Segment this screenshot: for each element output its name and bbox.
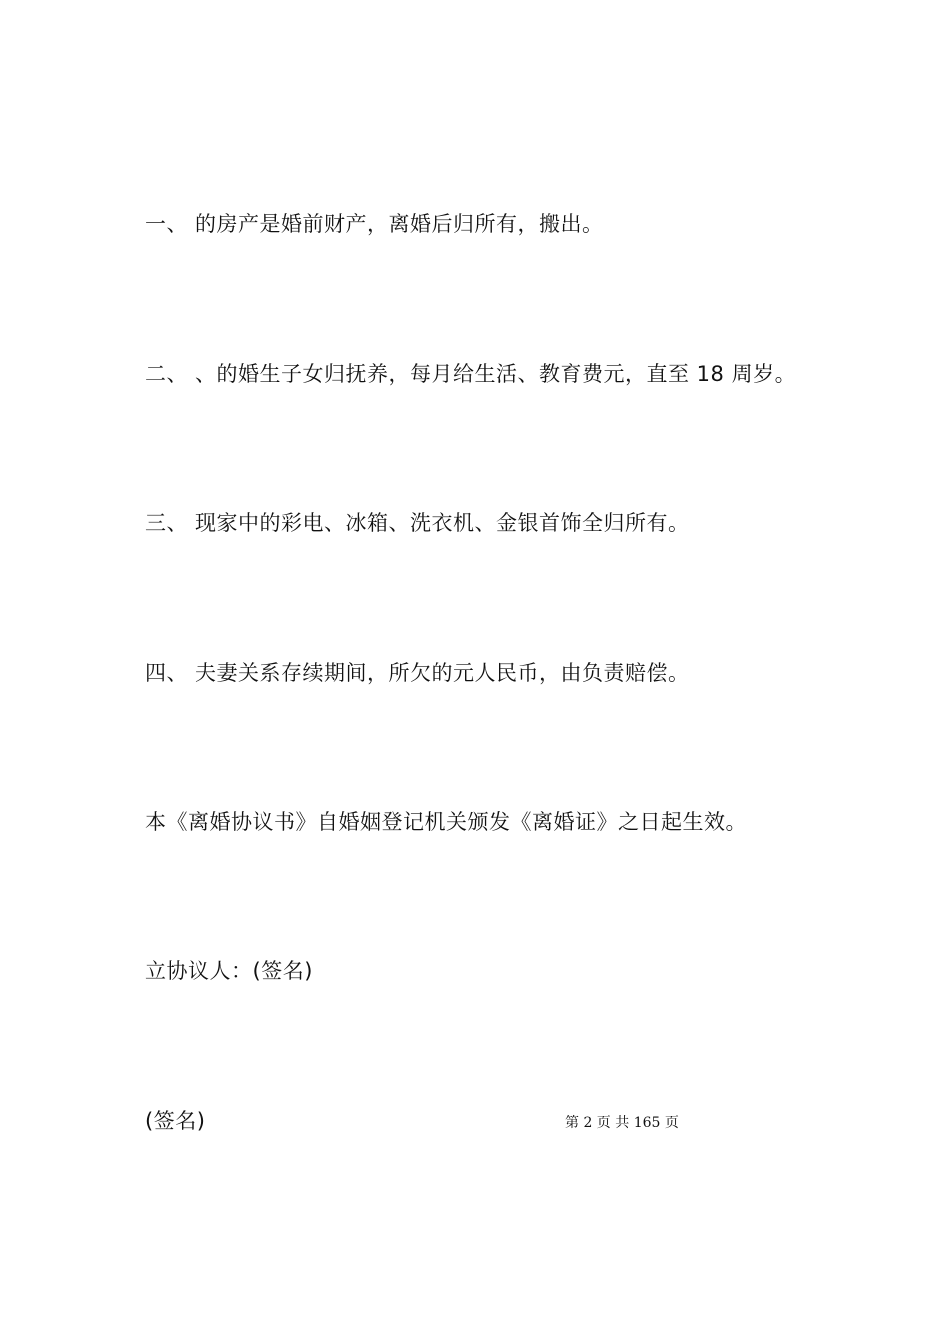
signatory-label: 立协议人：(签名) [145, 959, 313, 983]
clause-4 [145, 659, 690, 687]
clause-1-text: 的房产是婚前财产，离婚后归所有，搬出。 [195, 212, 604, 236]
second-signature: (签名) [145, 1109, 206, 1133]
clause-2 [145, 360, 796, 388]
clause-1-marker: 一、 [145, 212, 188, 236]
clause-1 [145, 210, 604, 238]
clause-3-text: 现家中的彩电、冰箱、洗衣机、金银首饰全归所有。 [195, 511, 690, 535]
clause-2-text: 、的婚生子女归抚养，每月给生活、教育费元，直至 18 周岁。 [195, 362, 797, 386]
clause-3 [145, 509, 690, 537]
clause-4-text: 夫妻关系存续期间，所欠的元人民币，由负责赔偿。 [195, 661, 690, 685]
effective-statement: 本《离婚协议书》自婚姻登记机关颁发《离婚证》之日起生效。 [145, 810, 747, 834]
page-number-footer: 第 2 页 共 165 页 [565, 1115, 679, 1131]
clause-2-marker: 二、 [145, 362, 188, 386]
clause-3-marker: 三、 [145, 511, 188, 535]
clause-4-marker: 四、 [145, 661, 188, 685]
